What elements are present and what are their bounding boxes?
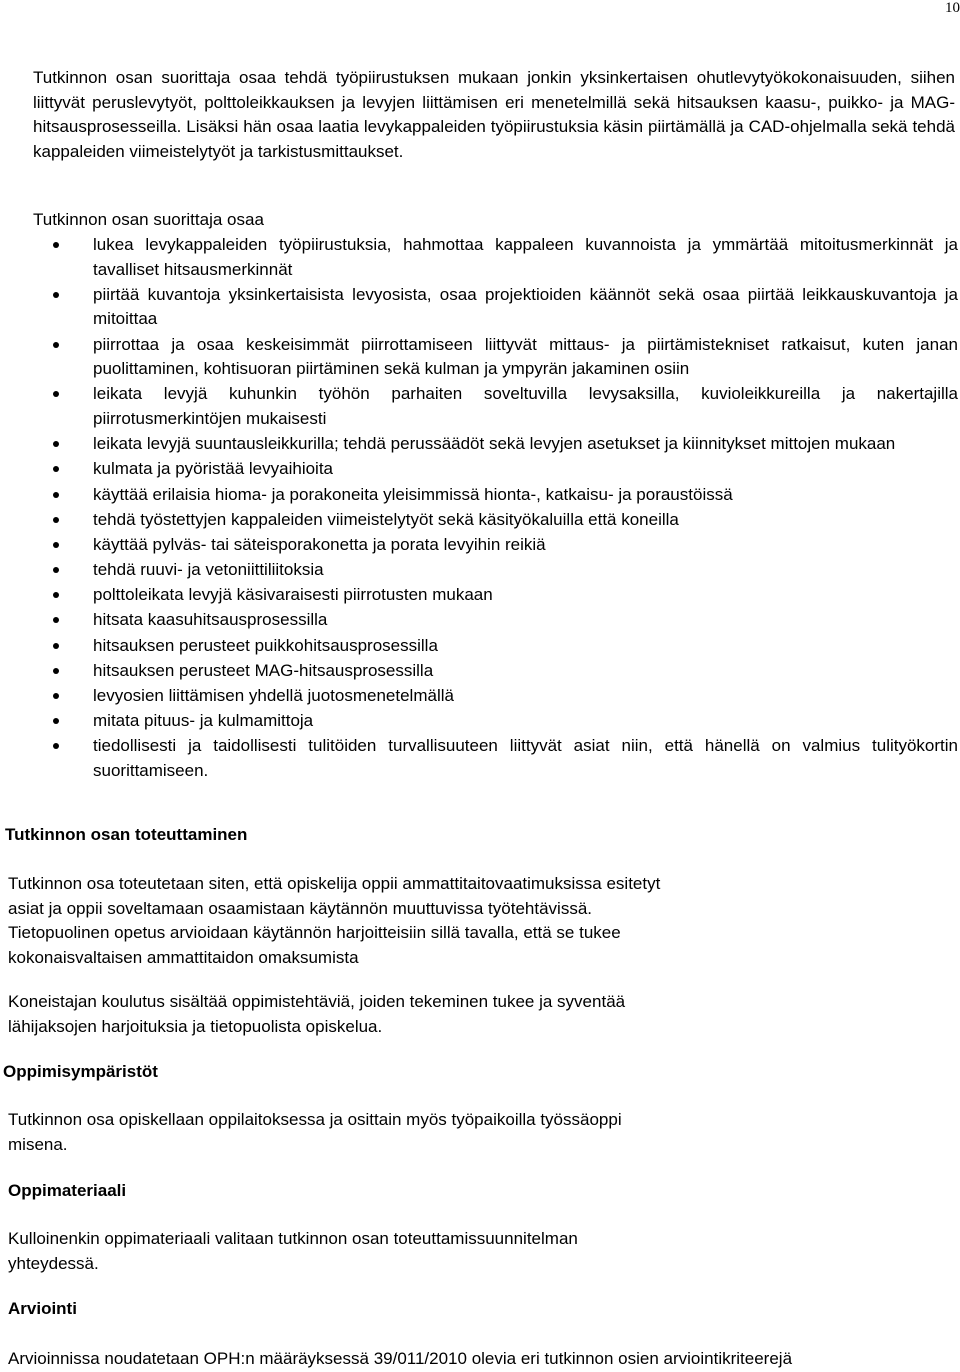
text-line: Tietopuolinen opetus arvioidaan käytännön harjoitteisiin sillä tavalla, että se tukee (8, 923, 621, 943)
list-item: leikata levyjä suuntausleikkurilla; tehdä perussäädöt sekä levyjen asetukset ja kiinnitykset mittojen mukaan (0, 432, 958, 457)
skills-list (0, 233, 958, 784)
list-item: hitsauksen perusteet MAG-hitsausprosessilla (0, 659, 958, 684)
learning-environments-heading: Oppimisympäristöt (3, 1062, 158, 1081)
list-item: lukea levykappaleiden työpiirustuksia, hahmottaa kappaleen kuvannoista ja ymmärtää mitoitusmerkinnät ja tavalliset hitsausmerkinnät (0, 233, 958, 282)
text-line: lähijaksojen harjoituksia ja tietopuolista opiskelua. (8, 1016, 383, 1036)
bullet-icon (53, 492, 59, 498)
bullet-icon (53, 743, 59, 749)
implementation-paragraph-1 (8, 872, 660, 970)
learning-materials-paragraph (8, 1227, 578, 1276)
intro-paragraph: Tutkinnon osan suorittaja osaa tehdä työpiirustuksen mukaan jonkin yksinkertaisen ohutlevytyökokonaisuuden, siihen liittyvät peruslevytyöt, polttoleikkauksen ja levyjen liittämisen eri menetelmillä sekä hitsauksen kaasu-, puikko- ja MAG-hitsausprosesseilla. Lisäksi hän osaa laatia levykappaleiden työpiirustuksia käsin piirtämällä ja CAD-ohjelmalla sekä tehdä kappaleiden viimeistelytyöt ja tarkistusmittaukset. (33, 68, 955, 161)
bullet-icon (53, 466, 59, 472)
list-item: polttoleikata levyjä käsivaraisesti piirrotusten mukaan (0, 583, 958, 608)
text-line: yhteydessä. (8, 1253, 99, 1273)
bullet-icon (53, 242, 59, 248)
text-line: Tutkinnon osa toteutetaan siten, että opiskelija oppii ammattitaitovaatimuksissa esitetyt (8, 874, 661, 893)
assessment-paragraph: Arvioinnissa noudatetaan OPH:n määräyksessä 39/011/2010 olevia eri tutkinnon osien arviointikriteerejä (8, 1349, 793, 1368)
bullet-icon (53, 517, 59, 523)
list-item: levyosien liittämisen yhdellä juotosmenetelmällä (0, 684, 958, 709)
list-item: tiedollisesti ja taidollisesti tulitöiden turvallisuuteen liittyvät asiat niin, että hänellä on valmius tulityökortin suorittamiseen. (0, 734, 958, 783)
bullet-icon (53, 567, 59, 573)
list-item: leikata levyjä kuhunkin työhön parhaiten soveltuvilla levysaksilla, kuvioleikkureilla ja nakertajilla piirrotusmerkintöjen mukaisesti (0, 382, 958, 431)
implementation-heading: Tutkinnon osan toteuttaminen (5, 825, 248, 844)
text-line: kokonaisvaltaisen ammattitaidon omaksumista (8, 947, 359, 967)
list-item: mitata pituus- ja kulmamittoja (0, 709, 958, 734)
skills-lead: Tutkinnon osan suorittaja osaa (33, 210, 264, 229)
bullet-icon (53, 718, 59, 724)
learning-materials-heading: Oppimateriaali (8, 1181, 127, 1200)
list-item: hitsauksen perusteet puikkohitsausprosessilla (0, 634, 958, 659)
assessment-heading: Arviointi (8, 1299, 77, 1318)
bullet-icon (53, 592, 59, 598)
list-item: käyttää erilaisia hioma- ja porakoneita yleisimmissä hionta-, katkaisu- ja poraustöissä (0, 483, 958, 508)
text-line: Kulloinenkin oppimateriaali valitaan tutkinnon osan toteuttamissuunnitelman (8, 1229, 578, 1248)
list-item: kulmata ja pyöristää levyaihioita (0, 457, 958, 482)
bullet-icon (53, 542, 59, 548)
list-item: tehdä ruuvi- ja vetoniittiliitoksia (0, 558, 958, 583)
text-line: Koneistajan koulutus sisältää oppimistehtäviä, joiden tekeminen tukee ja syventää (8, 992, 626, 1011)
list-item: piirtää kuvantoja yksinkertaisista levyosista, osaa projektioiden käännöt sekä osaa piirtää leikkauskuvantoja ja mitoittaa (0, 283, 958, 332)
list-item: hitsata kaasuhitsausprosessilla (0, 608, 958, 633)
implementation-paragraph-2 (8, 990, 625, 1039)
bullet-icon (53, 391, 59, 397)
bullet-icon (53, 693, 59, 699)
bullet-icon (53, 668, 59, 674)
list-item: tehdä työstettyjen kappaleiden viimeistelytyöt sekä käsityökaluilla että koneilla (0, 508, 958, 533)
bullet-icon (53, 643, 59, 649)
bullet-icon (53, 441, 59, 447)
list-item: käyttää pylväs- tai säteisporakonetta ja porata levyihin reikiä (0, 533, 958, 558)
learning-environments-paragraph (8, 1108, 622, 1157)
text-line: Tutkinnon osa opiskellaan oppilaitoksessa ja osittain myös työpaikoilla työssäoppi (8, 1110, 622, 1129)
bullet-icon (53, 617, 59, 623)
bullet-icon (53, 342, 59, 348)
page-number: 10 (945, 0, 960, 16)
list-item: piirrottaa ja osaa keskeisimmät piirrottamiseen liittyvät mittaus- ja piirtämistekniset ratkaisut, kuten janan puolittaminen, kohtisuoran piirtäminen sekä kulman ja ympyrän jakaminen osiin (0, 333, 958, 382)
text-line: misena. (8, 1134, 68, 1154)
text-line: asiat ja oppii soveltamaan osaamistaan käytännön muuttuvissa työtehtävissä. (8, 898, 592, 918)
bullet-icon (53, 292, 59, 298)
